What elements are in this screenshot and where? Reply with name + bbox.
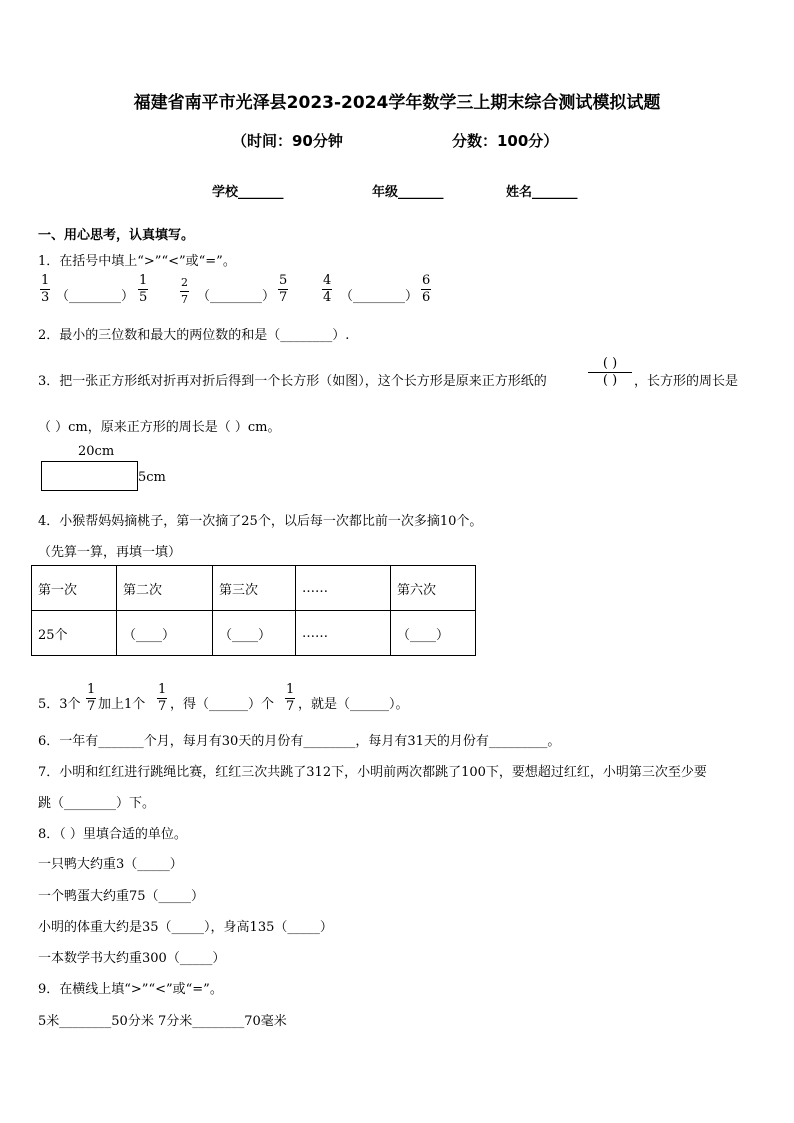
grade-field[interactable]: 年级_______ — [372, 185, 444, 200]
table-header-row — [32, 566, 476, 611]
fraction: 1 7 — [286, 682, 295, 714]
fraction: 5 7 — [279, 273, 288, 305]
fraction: 1 3 — [41, 273, 50, 305]
answer-blank[interactable]: （________） — [56, 289, 135, 304]
question-8: 8．（ ）里填合适的单位。 — [38, 827, 187, 842]
question-3-part-a: 3．把一张正方形纸对折再对折后得到一个长方形（如图），这个长方形是原来正方形纸的 — [38, 374, 547, 389]
question-7-line-1: 7．小明和红红进行跳绳比赛，红红三次共跳了312下，小明前两次都跳了100下，要想超过红红，小明第三次至少要 — [38, 765, 707, 780]
exam-time: （时间：90分钟 — [232, 132, 343, 150]
table-header-cell: …… — [296, 566, 391, 611]
question-7-line-2: 跳（________）下。 — [38, 796, 156, 811]
rectangle-height-label: 5cm — [138, 470, 166, 485]
question-4-hint: （先算一算，再填一填） — [38, 545, 182, 560]
school-field[interactable]: 学校_______ — [212, 185, 284, 200]
table-cell: …… — [296, 611, 391, 656]
fraction: 1 5 — [139, 273, 148, 305]
question-2: 2．最小的三位数和最大的两位数的和是（________）. — [38, 328, 350, 343]
question-5-part-4: ，就是（______）。 — [298, 697, 409, 712]
rectangle-width-label: 20cm — [78, 444, 115, 459]
exam-score: 分数：100分） — [452, 132, 559, 150]
question-8-item: 小明的体重大约是35（_____），身高135（_____） — [38, 920, 333, 935]
name-field[interactable]: 姓名_______ — [506, 185, 578, 200]
question-8-item: 一只鸭大约重3（_____） — [38, 857, 183, 872]
fraction: 2 7 — [181, 276, 188, 306]
table-header-cell: 第一次 — [32, 566, 117, 611]
question-5-part-1: 5．3个 — [38, 697, 81, 712]
question-8-item: 一本数学书大约重300（_____） — [38, 951, 226, 966]
question-3-part-c: （ ）cm，原来正方形的周长是（ ）cm。 — [38, 420, 281, 435]
table-answer-cell[interactable]: （____） — [213, 611, 296, 656]
fraction: 6 6 — [422, 273, 431, 305]
page-title: 福建省南平市光泽县2023-2024学年数学三上期末综合测试模拟试题 — [133, 93, 661, 113]
question-9-items: 5米________50分米 7分米________70毫米 — [38, 1014, 287, 1029]
question-4: 4．小猴帮妈妈摘桃子，第一次摘了25个，以后每一次都比前一次多摘10个。 — [38, 514, 483, 529]
table-row — [32, 611, 476, 656]
table-header-cell: 第三次 — [213, 566, 296, 611]
fraction: 1 7 — [87, 682, 96, 714]
rectangle-figure — [41, 461, 138, 491]
answer-blank[interactable]: （________） — [197, 289, 276, 304]
fraction: 4 4 — [323, 273, 332, 305]
question-6: 6．一年有_______个月，每月有30天的月份有________，每月有31天的月份有_________。 — [38, 734, 561, 749]
table-header-cell: 第二次 — [117, 566, 213, 611]
peach-table — [31, 565, 476, 656]
answer-blank[interactable]: （________） — [340, 289, 419, 304]
question-1: 1．在括号中填上“>”“<”或“=”。 — [38, 254, 236, 269]
question-5-part-2: 加上1个 — [98, 697, 146, 712]
section-title: 一、用心思考，认真填写。 — [38, 228, 195, 243]
question-8-item: 一个鸭蛋大约重75（_____） — [38, 889, 205, 904]
table-answer-cell[interactable]: （____） — [117, 611, 213, 656]
question-3-part-b: ，长方形的周长是 — [634, 374, 739, 389]
table-cell: 25个 — [32, 611, 117, 656]
fraction: 1 7 — [158, 682, 167, 714]
question-5-part-3: ，得（______）个 — [170, 697, 275, 712]
table-answer-cell[interactable]: （____） — [391, 611, 476, 656]
table-header-cell: 第六次 — [391, 566, 476, 611]
answer-fraction[interactable]: ( ) ( ) — [588, 356, 632, 389]
question-9: 9．在横线上填“>”“<”或“=”。 — [38, 982, 223, 997]
